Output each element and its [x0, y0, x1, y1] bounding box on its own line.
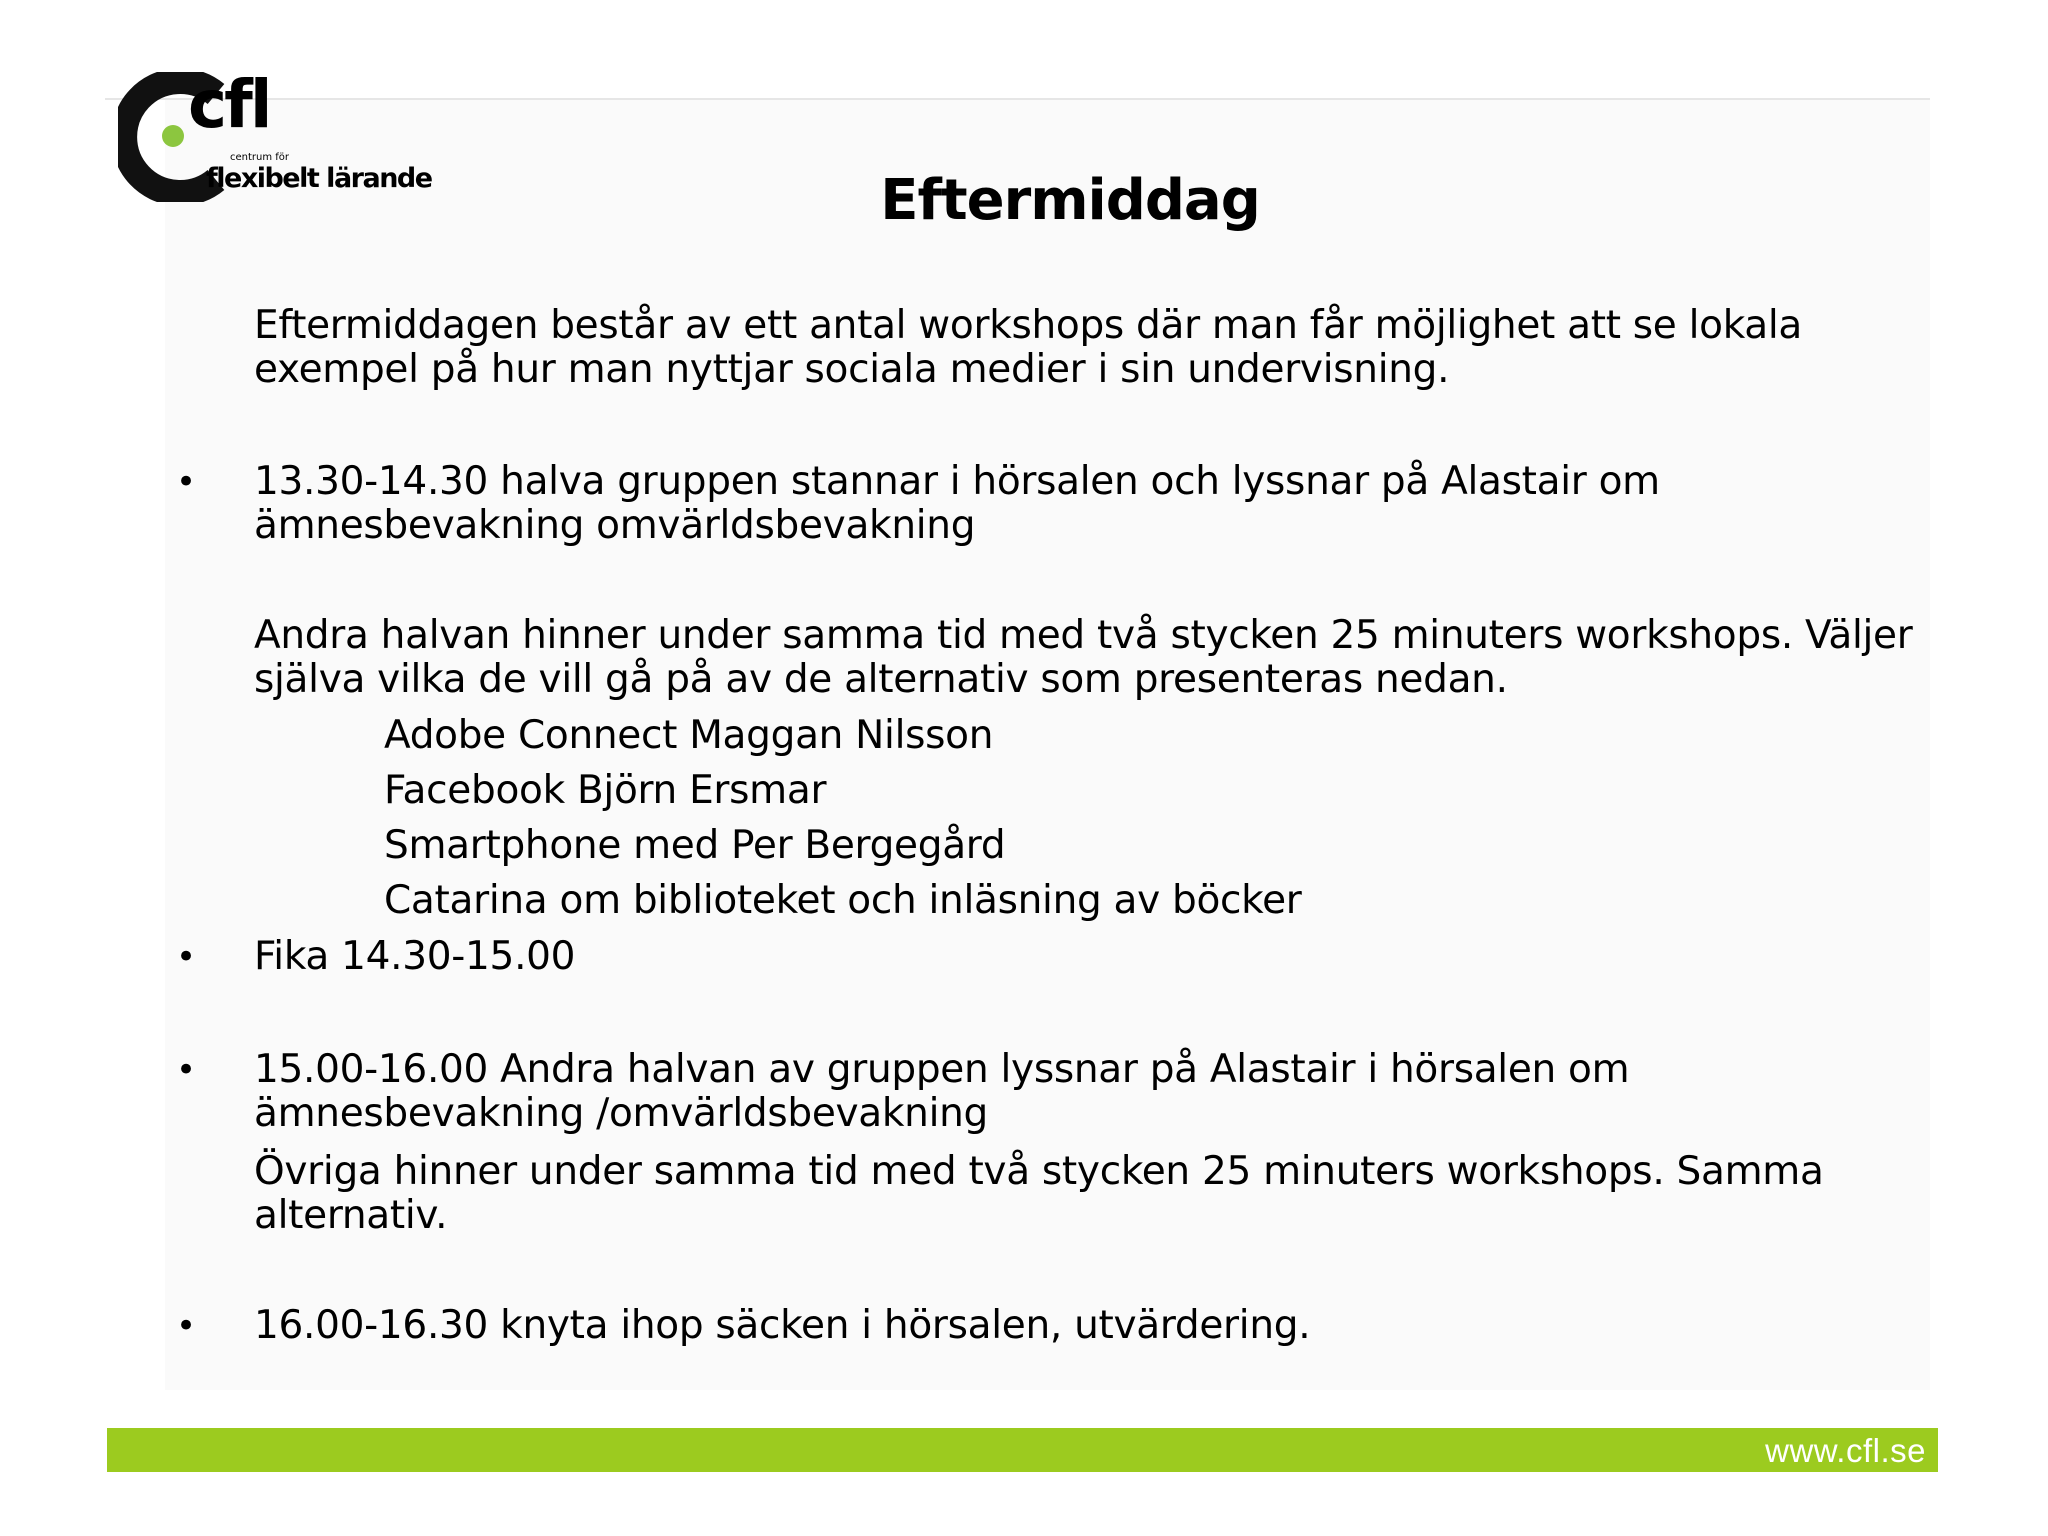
bullet-session-1: 13.30-14.30 halva gruppen stannar i hörsalen och lyssnar på Alastair om ämnesbevakning omvärldsbevakning — [254, 459, 1660, 548]
session-1-followup: Andra halvan hinner under samma tid med två stycken 25 minuters workshops. Väljer själva vilka de vill gå på av de alternativ som presenteras nedan. — [254, 613, 1913, 702]
bullet-session-2: 15.00-16.00 Andra halvan av gruppen lyssnar på Alastair i hörsalen om ämnesbevakning /omvärldsbevakning — [254, 1047, 1630, 1136]
bullet-fika: Fika 14.30-15.00 — [254, 934, 576, 979]
footer-url: www.cfl.se — [1765, 1432, 1926, 1469]
bullet-marker: • — [176, 1050, 196, 1090]
footer-bar — [107, 1428, 1938, 1472]
logo-brand-text: cfl — [188, 66, 270, 143]
bullet-marker: • — [176, 462, 196, 502]
intro-paragraph: Eftermiddagen består av ett antal workshops där man får möjlighet att se lokala exempel på hur man nyttjar sociala medier i sin undervisning. — [254, 303, 1803, 392]
bullet-marker: • — [176, 937, 196, 977]
bullet-wrapup: 16.00-16.30 knyta ihop säcken i hörsalen, utvärdering. — [254, 1303, 1311, 1348]
bullet-marker: • — [176, 1306, 196, 1346]
workshop-item: Adobe Connect Maggan Nilsson — [384, 713, 994, 758]
logo-tagline-large: flexibelt lärande — [206, 163, 432, 194]
workshop-item: Facebook Björn Ersmar — [384, 768, 827, 813]
workshop-item: Catarina om biblioteket och inläsning av böcker — [384, 878, 1302, 923]
logo-tagline-small: centrum för — [230, 152, 290, 163]
slide-title: Eftermiddag — [880, 168, 1260, 233]
session-2-followup: Övriga hinner under samma tid med två stycken 25 minuters workshops. Samma alternativ. — [254, 1149, 1824, 1238]
workshop-item: Smartphone med Per Bergegård — [384, 823, 1006, 868]
